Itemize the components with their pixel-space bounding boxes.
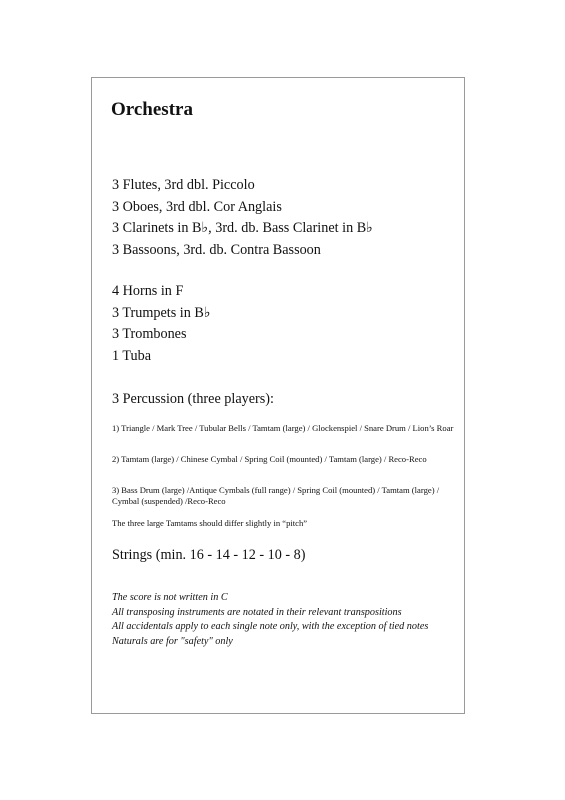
note-accidentals: All accidentals apply to each single note only, with the exception of tied notes	[112, 621, 429, 633]
note-transpositions: All transposing instruments are notated in their relevant transpositions	[112, 606, 402, 618]
page-title: Orchestra	[111, 99, 193, 120]
score-page	[91, 77, 465, 714]
brass-list	[112, 281, 211, 368]
instrument-bassoons: 3 Bassoons, 3rd. db. Contra Bassoon	[112, 242, 321, 259]
percussion-player-3: 3) Bass Drum (large) /Antique Cymbals (full range) / Spring Coil (mounted) / Tamtam (large) / Cymbal (suspended) /Reco-Reco	[112, 485, 440, 506]
performance-notes	[112, 591, 428, 649]
percussion-heading: 3 Percussion (three players):	[112, 391, 274, 407]
note-naturals: Naturals are for "safety" only	[112, 635, 233, 647]
percussion-player-2: 2) Tamtam (large) / Chinese Cymbal / Spring Coil (mounted) / Tamtam (large) / Reco-Reco	[112, 454, 427, 464]
instrument-clarinets: 3 Clarinets in B♭, 3rd. db. Bass Clarinet in B♭	[112, 220, 373, 237]
instrument-trumpets: 3 Trumpets in B♭	[112, 304, 211, 321]
tamtam-note: The three large Tamtams should differ slightly in “pitch”	[112, 518, 308, 528]
instrument-trombones: 3 Trombones	[112, 326, 187, 343]
instrument-flutes: 3 Flutes, 3rd dbl. Piccolo	[112, 177, 255, 193]
strings-heading: Strings (min. 16 - 14 - 12 - 10 - 8)	[112, 547, 306, 563]
woodwinds-list	[112, 175, 373, 262]
instrument-horns: 4 Horns in F	[112, 283, 184, 299]
instrument-oboes: 3 Oboes, 3rd dbl. Cor Anglais	[112, 198, 282, 215]
percussion-player-1: 1) Triangle / Mark Tree / Tubular Bells / Tamtam (large) / Glockenspiel / Snare Drum / Lion’s Roar	[112, 423, 454, 433]
instrument-tuba: 1 Tuba	[112, 348, 152, 365]
note-not-in-c: The score is not written in C	[112, 592, 228, 603]
